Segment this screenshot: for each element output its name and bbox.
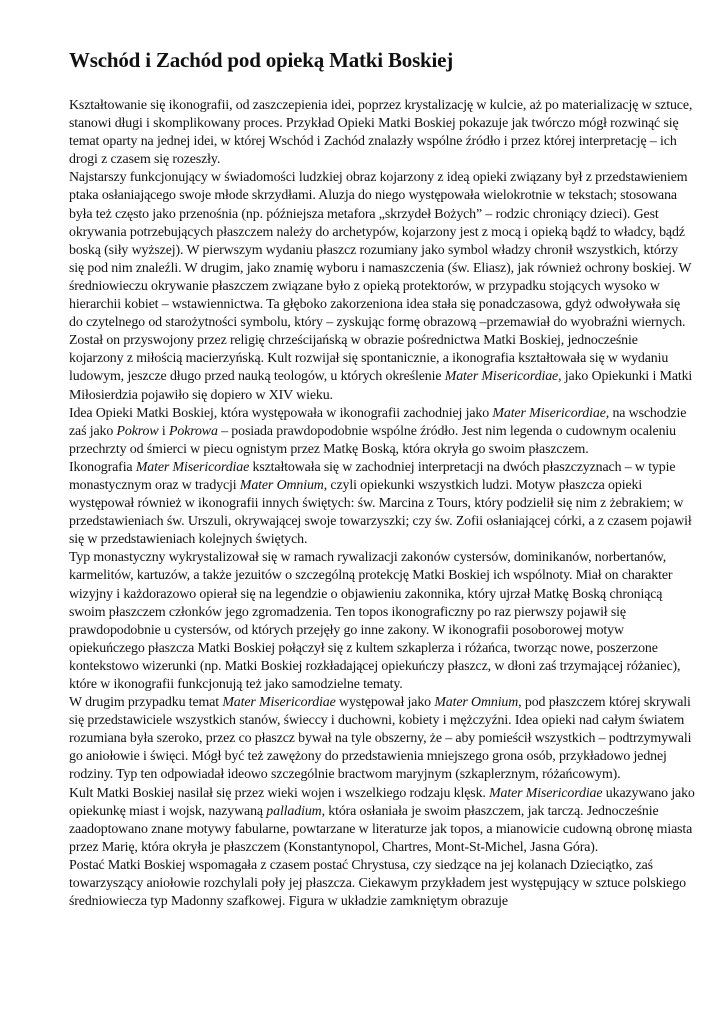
paragraph-4 [69, 459, 695, 549]
text-run: – posiada prawdopodobnie wspólne źródło. Jest nim legenda o cudownym ocaleniu przechrzty od śmierci w piecu ognistym przez Matkę Boską, która okryła go swoim płaszczem. [69, 423, 676, 457]
italic-term: palladium [266, 803, 322, 819]
paragraph-1 [69, 97, 695, 169]
text-run: Kształtowanie się ikonografii, od zaszczepienia idei, poprzez krystalizację w kulcie, aż po materializację w sztuce, stanowi długi i skomplikowany proces. Przykład Opieki Matki Boskiej pokazuje jak twórczo mógł rozwinąć się temat oparty na jednej idei, w której Wschód i Zachód znalazły wspólne źródło i przez której interpretację – ich drogi z czasem się rozeszły. [69, 98, 693, 168]
text-run: Postać Matki Boskiej wspomagała z czasem postać Chrystusa, czy siedzące na jej kolanach Dzieciątko, zaś towarzyszący aniołowie rozchylali poły jej płaszcza. Ciekawym przykładem jest występujący w sztuce polskiego średniowiecza typ Madonny szafkowej. Figura w układzie zamkniętym obrazuje [69, 857, 686, 910]
paragraph-6 [69, 694, 695, 784]
italic-term: Mater Misericordiae, [492, 405, 610, 421]
paragraph-3 [69, 405, 695, 459]
paragraph-5 [69, 549, 695, 694]
paragraph-2 [69, 169, 695, 404]
text-run: , jako Opiekunki i Matki Miłosierdzia pojawiło się dopiero w XIV wieku. [69, 369, 693, 403]
text-run: Ikonografia [69, 459, 136, 475]
text-run: W drugim przypadku temat [69, 695, 223, 711]
text-run: i [158, 423, 169, 439]
text-run: kształtowała się w zachodniej interpretacji na dwóch płaszczyznach – w typie monastycznym oraz w tradycji [69, 459, 676, 493]
italic-term: Pokrow [116, 423, 159, 439]
text-run: , pod płaszczem której skrywali się przedstawiciele wszystkich stanów, świeccy i duchowni, kobiety i mężczyźni. Idea opieki nad całym światem rozumiana była szeroko, przez co płaszcz bywał na tyle obszerny, że – aby pomieścił wszystkich – podtrzymywali go aniołowie i święci. Mógł być też zawężony do przedstawienia mniejszego grona osób, przykładowo jednej rodziny. Typ ten odpowiadał ideowo szczególnie bractwom maryjnym (szkaplerznym, różańcowym). [69, 695, 692, 783]
document-page [69, 46, 695, 911]
text-run: , która osłaniała je swoim płaszczem, jak tarczą. Jednocześnie zaadoptowano znane motywy fabularne, powtarzane w literaturze jak topos, a mianowicie cudowną obronę miasta przez Marię, która okryła je płaszczem (Konstantynopol, Chartres, Mont-St-Michel, Jasna Góra). [69, 803, 693, 855]
document-body [69, 97, 695, 911]
text-run: Kult Matki Boskiej nasilał się przez wieki wojen i wszelkiego rodzaju klęsk. [69, 785, 490, 801]
text-run: , czyli opiekunki wszystkich ludzi. Motyw płaszcza opieki występował również w ikonografii innych świętych: św. Marcina z Tours, który podzielił się nim z żebrakiem; w przedstawieniach św. Urszuli, okrywającej swoje towarzyszki; czy św. Zofii osłaniającej córki, a z czasem pojawił się w przedstawieniach kolejnych świętych. [69, 477, 692, 548]
document-title: Wschód i Zachód pod opieką Matki Boskiej [69, 48, 454, 72]
text-run: Typ monastyczny wykrystalizował się w ramach rywalizacji zakonów cystersów, dominikanów, norbertanów, karmelitów, kartuzów, a także jezuitów o szczególną protekcję Matki Boskiej ich wspólnoty. Miał on charakter wizyjny i każdorazowo opierał się na legendzie o objawieniu zakonnika, który ujrzał Matkę Boską chroniącą swoim płaszczem członków jego zgromadzenia. Ten topos ikonograficzny po raz pierwszy pojawił się prawdopodobnie u cystersów, od których przejęły go inne zakony. W ikonografii posoborowej motyw opiekuńczego płaszcza Matki Boskiej połączył się z kultem szkaplerza i różańca, tworząc nowe, poszerzone kontekstowo wizerunki (np. Matki Boskiej rozkładającej opiekuńczy płaszcz, w dłoni zaś trzymającej różaniec), które w ikonografii funkcjonują też jako samodzielne tematy. [69, 550, 681, 692]
text-run: Idea Opieki Matki Boskiej, która występowała w ikonografii zachodniej jako [69, 405, 493, 421]
text-run: występował jako [335, 695, 435, 711]
italic-term: Mater Misericordiae [444, 369, 559, 385]
paragraph-7 [69, 785, 695, 857]
italic-term: Mater Omnium [239, 477, 324, 493]
text-run: na wschodzie zaś jako [69, 405, 687, 439]
italic-term: Mater Misericordiae [135, 459, 250, 475]
italic-term: Mater Omnium [434, 695, 519, 711]
paragraph-8 [69, 857, 695, 911]
text-run: ukazywano jako opiekunkę miast i wojsk, nazywaną [69, 785, 695, 819]
italic-term: Mater Misericordiae [489, 785, 603, 801]
italic-term: Mater Misericordiae [222, 695, 336, 711]
italic-term: Pokrowa [168, 423, 218, 439]
text-run: Najstarszy funkcjonujący w świadomości ludzkiej obraz kojarzony z ideą opieki związany był z przedstawieniem ptaka osłaniającego swoje młode skrzydłami. Aluzja do niego występowała wielokrotnie w tekstach; stosowana była też często jako przenośnia (np. późniejsza metafora „skrzydeł Bożych” – rodzic chroniący dzieci). Gest okrywania potrzebujących płaszczem należy do archetypów, kojarzony jest z mocą i opieką bądź to władcy, bądź boską (siły wyższej). W pierwszym wydaniu płaszcz rozumiany jako symbol władzy chronił wszystkich, którzy się pod nim znaleźli. W drugim, jako znamię wyboru i namaszczenia (św. Eliasz), jak również ochrony boskiej. W średniowieczu okrywanie płaszczem związane było z opieką protektorów, w przypadku stojących wysoko w hierarchii kobiet – wstawiennictwa. Ta głęboko zakorzeniona idea stała się ponadczasowa, gdyż odwoływała się do czytelnego od starożytności symbolu, który – zyskując formę obrazową –przemawiał do wyobraźni wiernych. Został on przyswojony przez religię chrześcijańską w obrazie pośrednictwa Matki Boskiej, jednocześnie kojarzony z miłością macierzyńską. Kult rozwijał się spontanicznie, a ikonografia kształtowała się w wydaniu ludowym, jeszcze długo przed nauką teologów, u których określenie [69, 170, 692, 385]
